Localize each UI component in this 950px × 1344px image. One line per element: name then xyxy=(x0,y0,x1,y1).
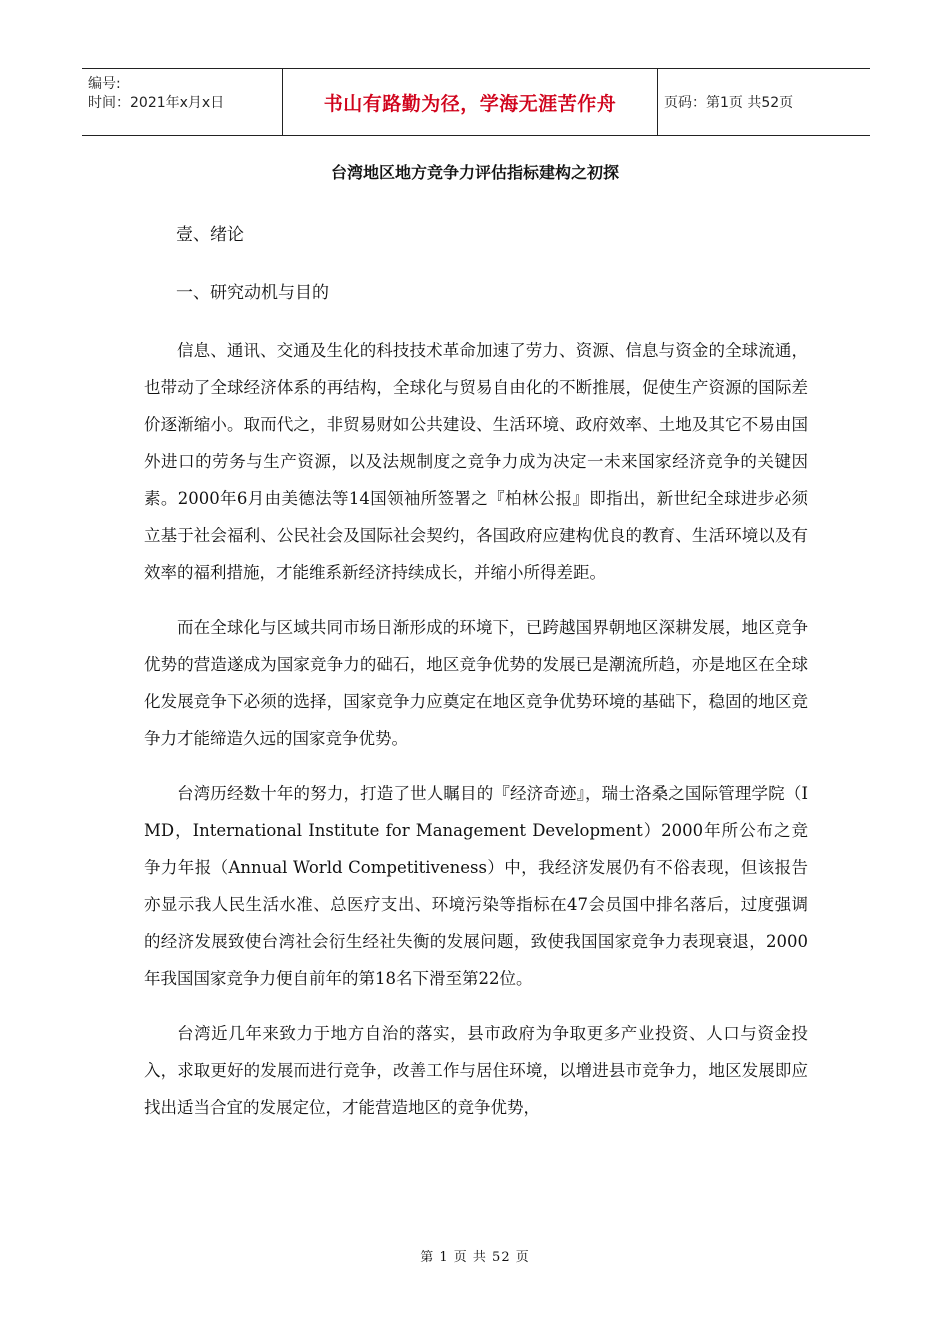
header-info-cell xyxy=(82,69,282,135)
page-footer: 第 1 页 共 52 页 xyxy=(420,1250,530,1265)
section-heading: 壹、绪论 xyxy=(176,225,244,245)
paragraph: 而在全球化与区域共同市场日渐形成的环境下，已跨越国界朝地区深耕发展，地区竞争优势的营造遂成为国家竞争力的础石，地区竞争优势的发展已是潮流所趋，亦是地区在全球化发展竞争下必须的选择，国家竞争力应奠定在地区竞争优势环境的基础下，稳固的地区竞争力才能缔造久远的国家竞争优势。 xyxy=(144,618,808,748)
header-table xyxy=(82,68,870,136)
header-motto: 书山有路勤为径，学海无涯苦作舟 xyxy=(282,69,658,135)
document-title: 台湾地区地方竞争力评估指标建构之初探 xyxy=(330,163,619,182)
subsection-heading: 一、研究动机与目的 xyxy=(176,283,329,303)
paragraph: 台湾历经数十年的努力，打造了世人瞩目的『经济奇迹』，瑞士洛桑之国际管理学院（IMD，International Institute for Management Development）2000年所公布之竞争力年报（Annual World Competitiveness）中，我经济发展仍有不俗表现，但该报告亦显示我人民生活水准、总医疗支出、环境污染等指标在47会员国中排名落后，过度强调的经济发展致使台湾社会衍生经社失衡的发展问题，致使我国国家竞争力表现衰退，2000年我国国家竞争力便自前年的第18名下滑至第22位。 xyxy=(144,784,808,988)
paragraph: 信息、通讯、交通及生化的科技技术革命加速了劳力、资源、信息与资金的全球流通，也带动了全球经济体系的再结构，全球化与贸易自由化的不断推展，促使生产资源的国际差价逐渐缩小。取而代之，非贸易财如公共建设、生活环境、政府效率、土地及其它不易由国外进口的劳务与生产资源，以及法规制度之竞争力成为决定一未来国家经济竞争的关键因素。2000年6月由美德法等14国领袖所签署之『柏林公报』即指出，新世纪全球进步必须立基于社会福利、公民社会及国际社会契约，各国政府应建构优良的教育、生活环境以及有效率的福利措施，才能维系新经济持续成长，并缩小所得差距。 xyxy=(144,341,808,582)
serial-label: 编号: xyxy=(88,76,121,92)
document-body xyxy=(144,332,808,1144)
time-label: 时间：2021年x月x日 xyxy=(88,95,225,111)
paragraph: 台湾近几年来致力于地方自治的落实，县市政府为争取更多产业投资、人口与资金投入，求取更好的发展而进行竞争，改善工作与居住环境，以增进县市竞争力，地区发展即应找出适当合宜的发展定位，才能营造地区的竞争优势， xyxy=(144,1024,808,1117)
header-page-info: 页码：第1页 共52页 xyxy=(664,95,794,111)
